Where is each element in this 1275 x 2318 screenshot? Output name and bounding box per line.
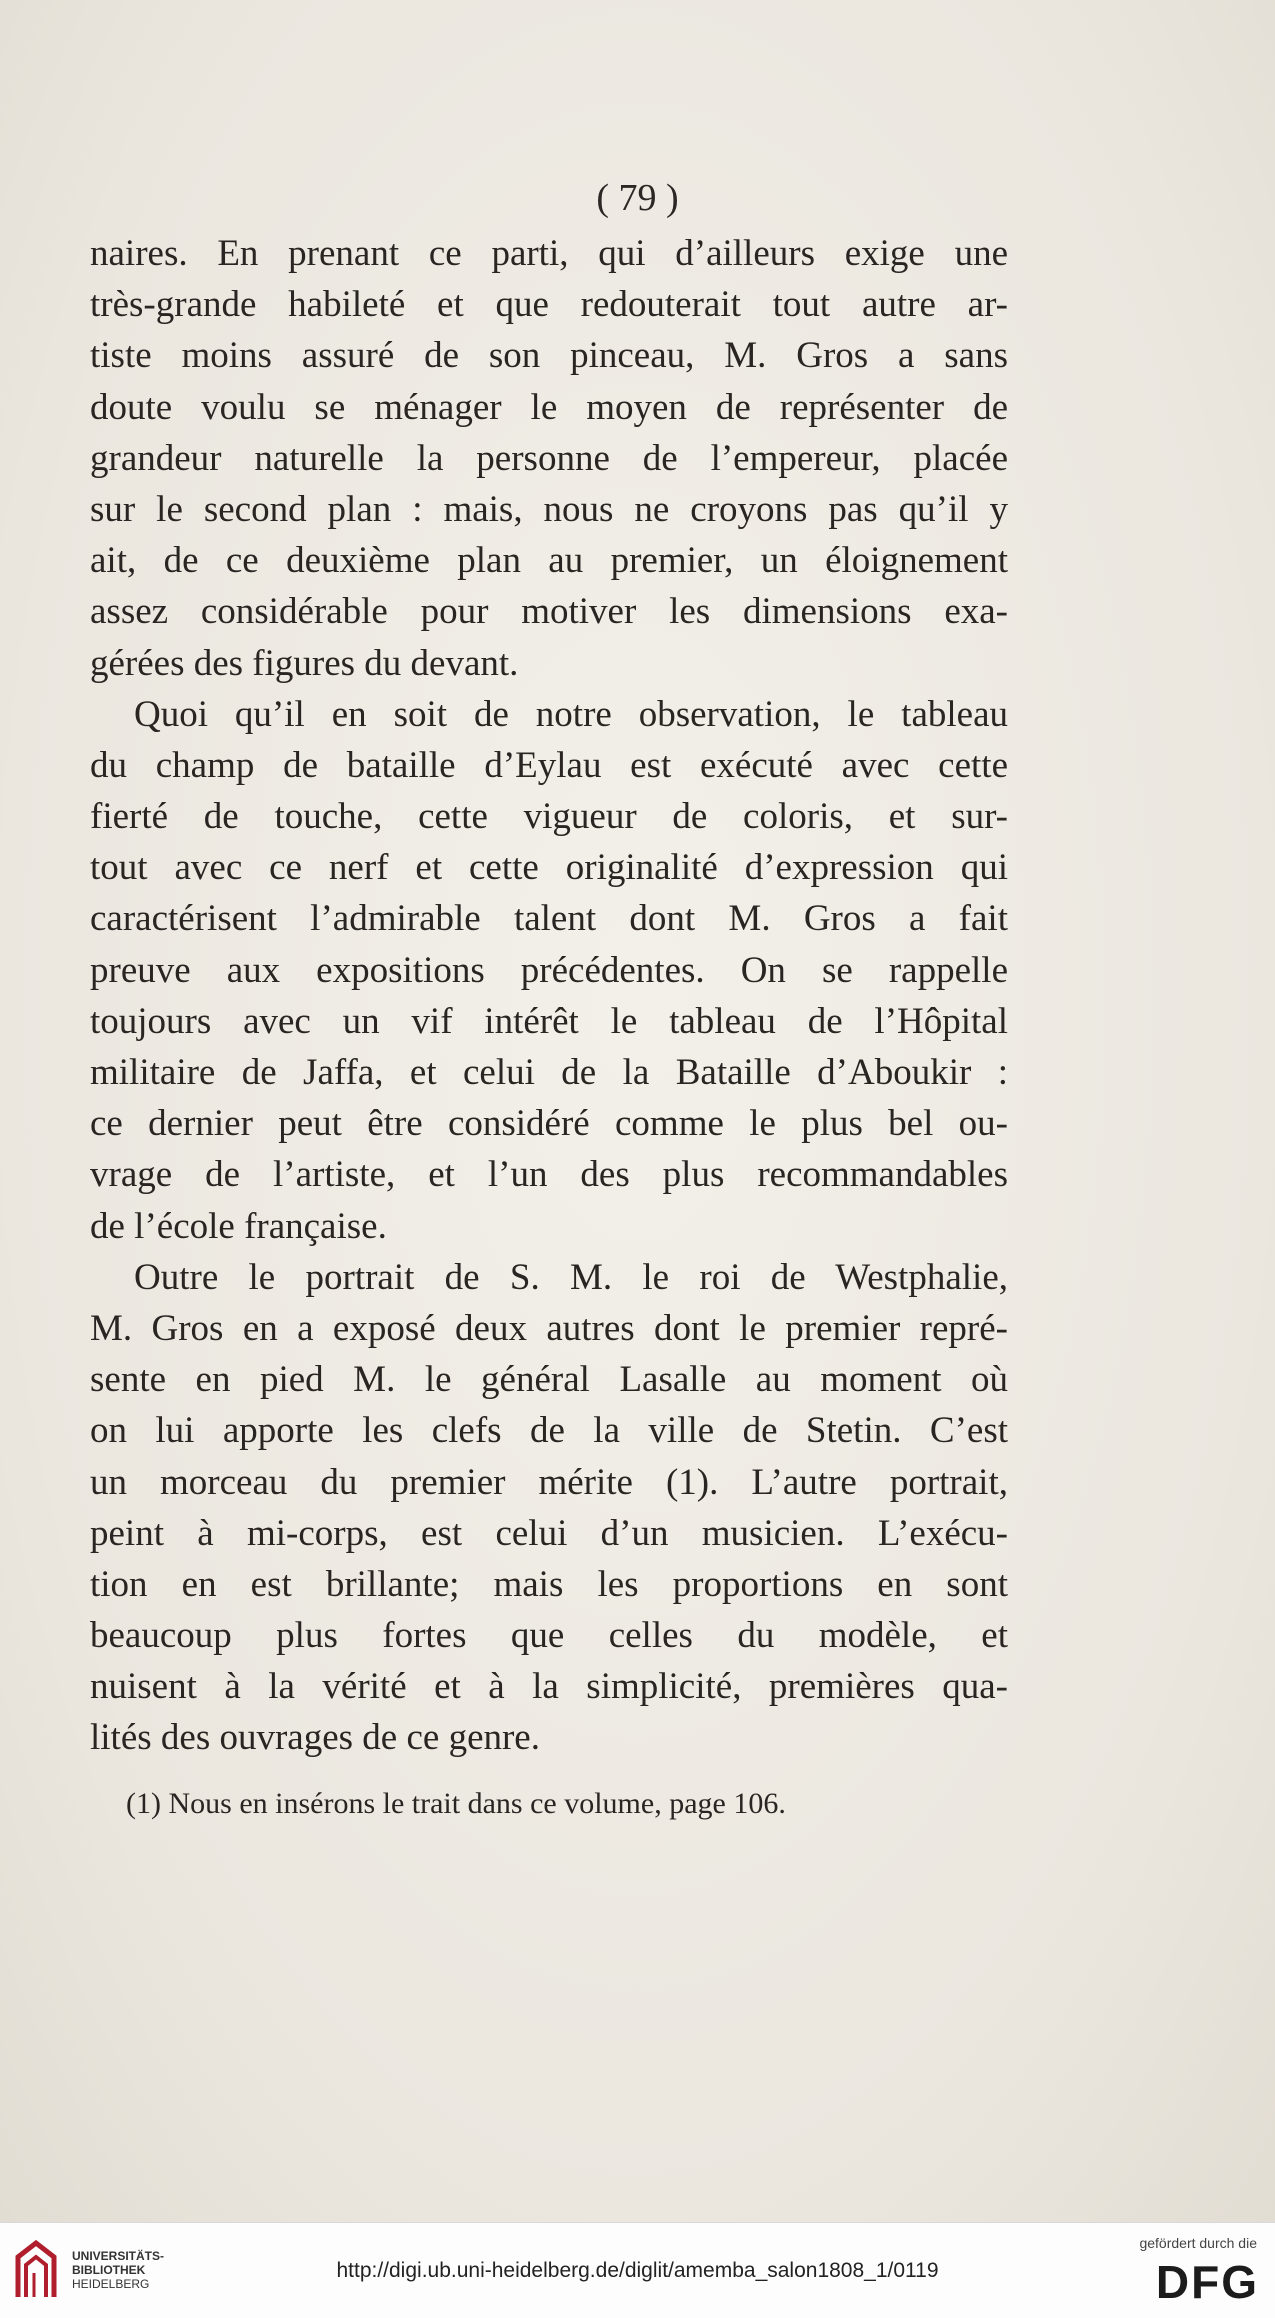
footer-bar [0,2222,1275,2318]
text-line: lités des ouvrages de ce genre. [90,1717,540,1759]
text-line: vrage de l’artiste, et l’un des plus recommandables [90,1154,1008,1196]
text-line: ce dernier peut être considéré comme le plus bel ou- [90,1103,1008,1145]
text-line: peint à mi-corps, est celui d’un musicien. L’exécu- [90,1512,1008,1554]
funded-by-label: gefördert durch die [1139,2235,1257,2251]
body-text [90,228,1008,1764]
text-line: on lui apporte les clefs de la ville de Stetin. C’est [90,1410,1008,1452]
text-line: Outre le portrait de S. M. le roi de Westphalie, [134,1256,1008,1298]
text-line: beaucoup plus fortes que celles du modèle, et [90,1615,1008,1657]
logo-line-2: BIBLIOTHEK [72,2263,146,2277]
text-line: un morceau du premier mérite (1). L’autre portrait, [90,1461,1008,1503]
text-line: grandeur naturelle la personne de l’empereur, placée [90,437,1008,479]
text-line: tiste moins assuré de son pinceau, M. Gros a sans [90,335,1008,377]
text-line: du champ de bataille d’Eylau est exécuté avec cette [90,744,1008,786]
text-line: caractérisent l’admirable talent dont M. Gros a fait [90,898,1008,940]
text-line: toujours avec un vif intérêt le tableau de l’Hôpital [90,1000,1008,1042]
footnote: (1) Nous en insérons le trait dans ce volume, page 106. [126,1787,786,1820]
text-line: sente en pied M. le général Lasalle au moment où [90,1359,1008,1401]
page-number: ( 79 ) [596,177,679,219]
text-line: preuve aux expositions précédentes. On se rappelle [90,949,1008,991]
text-line: tout avec ce nerf et cette originalité d’expression qui [90,847,1008,889]
text-line: assez considérable pour motiver les dimensions exa- [90,591,1008,633]
text-line: de l’école française. [90,1205,387,1247]
dfg-logo: DFG [1155,2256,1259,2308]
text-line: gérées des figures du devant. [90,642,519,684]
text-line: doute voulu se ménager le moyen de représenter de [90,386,1008,428]
text-line: très-grande habileté et que redouterait tout autre ar- [90,284,1008,326]
text-line: M. Gros en a exposé deux autres dont le premier repré- [90,1307,1008,1349]
text-line: naires. En prenant ce parti, qui d’ailleurs exige une [90,233,1008,274]
logo-line-1: UNIVERSITÄTS- [72,2249,165,2263]
permalink-url[interactable]: http://digi.ub.uni-heidelberg.de/diglit/amemba_salon1808_1/0119 [336,2259,939,2282]
text-line: sur le second plan : mais, nous ne croyons pas qu’il y [90,488,1008,530]
text-line: fierté de touche, cette vigueur de coloris, et sur- [90,796,1008,838]
text-line: nuisent à la vérité et à la simplicité, premières qua- [90,1666,1008,1708]
text-line: militaire de Jaffa, et celui de la Bataille d’Aboukir : [90,1052,1008,1093]
text-line: ait, de ce deuxième plan au premier, un éloignement [90,540,1008,582]
text-line: tion en est brillante; mais les proportions en sont [90,1563,1008,1605]
text-line: Quoi qu’il en soit de notre observation, le tableau [134,693,1008,735]
logo-line-3: HEIDELBERG [72,2277,150,2291]
